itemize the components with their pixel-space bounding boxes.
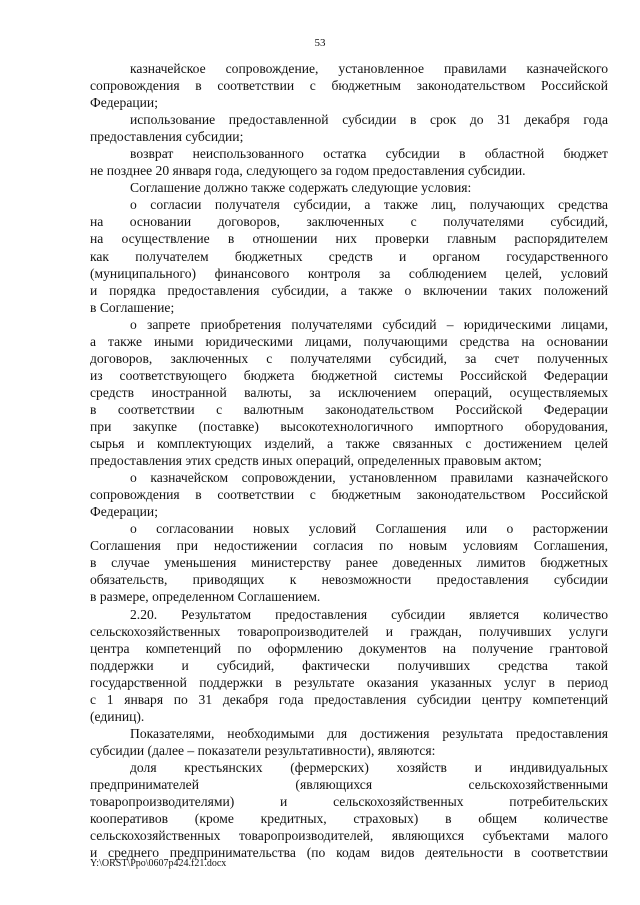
text-line: в соответствии с валютным законодательством Российской Федерации xyxy=(90,401,608,417)
text-line: в размере, определенном Соглашением. xyxy=(90,589,321,605)
text-line: государственной поддержки в результате оказания указанных услуг в период xyxy=(90,674,608,690)
text-line: товаропроизводителями) и сельскохозяйственных потребительских xyxy=(90,794,608,810)
text-line: с 1 января по 31 декабря года предоставления субсидии центру компетенций xyxy=(90,691,608,707)
text-line: Федерации; xyxy=(90,95,158,111)
text-line: обязательств, приводящих к невозможности предоставления субсидии xyxy=(90,572,608,588)
text-line: не позднее 20 января года, следующего за годом предоставления субсидии. xyxy=(90,163,526,179)
text-line: поддержки и субсидий, фактически получивших средства такой xyxy=(90,657,608,673)
text-line: кооперативов (кроме кредитных, страховых) в общем количестве xyxy=(90,811,608,827)
text-line: предоставления субсидии; xyxy=(90,129,244,145)
footer-file-path: Y:\ORST\Ppo\0607p424.f21.docx xyxy=(90,858,227,869)
text-line: использование предоставленной субсидии в срок до 31 декабря года xyxy=(130,112,608,128)
text-line: о запрете приобретения получателями субсидий – юридическими лицами, xyxy=(130,316,608,332)
text-line: и порядка предоставления субсидии, а также о включении таких положений xyxy=(90,282,608,298)
text-line: центра компетенций по оформлению документов на получение грантовой xyxy=(90,640,608,656)
text-line: на основании договоров, заключенных с получателями субсидий, xyxy=(90,214,608,230)
page-number: 53 xyxy=(314,37,326,49)
text-line: о согласии получателя субсидии, а также лиц, получающих средства xyxy=(130,197,608,213)
text-line: сырья и комплектующих изделий, а также связанных с достижением целей xyxy=(90,436,608,452)
text-line: Соглашение должно также содержать следующие условия: xyxy=(130,180,472,196)
text-line: предпринимателей (являющихся сельскохозяйственными xyxy=(90,776,608,792)
text-line: 2.20. Результатом предоставления субсидии является количество xyxy=(130,606,608,622)
text-line: о согласовании новых условий Соглашения или о расторжении xyxy=(130,521,608,537)
text-line: а также иными юридическими лицами, получающими средства на основании xyxy=(90,333,608,349)
text-line: средств иностранной валюты, за исключением операций, осуществляемых xyxy=(90,384,608,400)
text-line: и среднего предпринимательства (по кодам видов деятельности в соответствии xyxy=(90,845,608,861)
text-line: из соответствующего бюджета бюджетной системы Российской Федерации xyxy=(90,367,608,383)
text-line: как получателем бюджетных средств и органом государственного xyxy=(90,248,608,264)
text-line: Показателями, необходимыми для достижения результата предоставления xyxy=(130,725,608,741)
text-line: возврат неиспользованного остатка субсидии в областной бюджет xyxy=(130,146,608,162)
text-line: Федерации; xyxy=(90,504,158,520)
text-line: сельскохозяйственных товаропроизводителей, являющихся субъектами малого xyxy=(90,828,608,844)
text-line: Соглашения при недостижении согласия по новым условиям Соглашения, xyxy=(90,538,608,554)
text-line: доля крестьянских (фермерских) хозяйств и индивидуальных xyxy=(130,759,608,775)
text-line: о казначейском сопровождении, установленном правилами казначейского xyxy=(130,470,608,486)
text-line: (единиц). xyxy=(90,708,145,724)
text-line: (муниципального) финансового контроля за соблюдением целей, условий xyxy=(90,265,608,281)
text-line: сопровождения в соответствии с бюджетным законодательством Российской xyxy=(90,78,608,94)
text-line: при закупке (поставке) высокотехнологичного импортного оборудования, xyxy=(90,418,608,434)
text-line: субсидии (далее – показатели результативности), являются: xyxy=(90,742,436,758)
text-line: в Соглашение; xyxy=(90,299,175,315)
text-line: предоставления этих средств иных операций, определенных правовым актом; xyxy=(90,453,542,469)
text-line: на осуществление в отношении них проверки главным распорядителем xyxy=(90,231,608,247)
text-line: в случае уменьшения министерству ранее доведенных лимитов бюджетных xyxy=(90,555,608,571)
document-body xyxy=(90,60,608,861)
text-line: договоров, заключенных с получателями субсидий, за счет полученных xyxy=(90,350,608,366)
text-line: сопровождения в соответствии с бюджетным законодательством Российской xyxy=(90,487,608,503)
text-line: казначейское сопровождение, установленное правилами казначейского xyxy=(130,61,608,76)
text-line: сельскохозяйственных товаропроизводителей и граждан, получивших услуги xyxy=(90,623,608,639)
